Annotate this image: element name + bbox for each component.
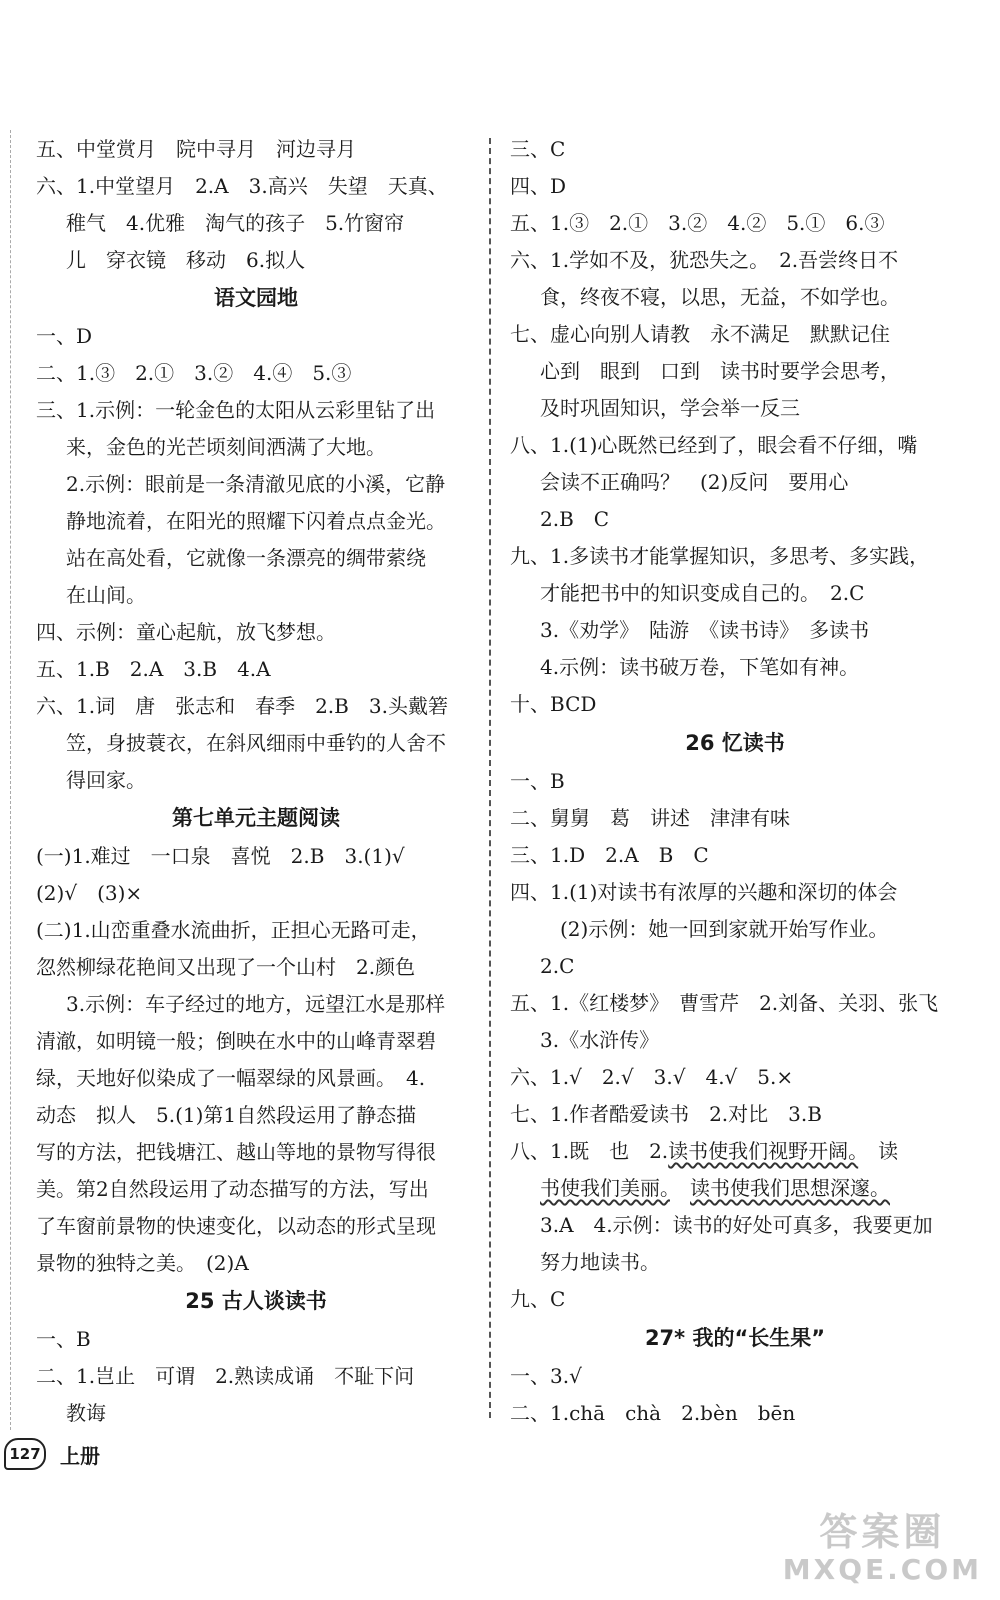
answer-line: 得回家。 <box>66 768 146 792</box>
answer-line: 及时巩固知识，学会举一反三 <box>540 396 800 420</box>
watermark-url: MXQE.COM <box>782 1553 982 1586</box>
answer-line: (2)√ (3)× <box>36 881 143 905</box>
answer-line: 3.示例：车子经过的地方，远望江水是那样 <box>66 992 446 1016</box>
answer-line: 儿 穿衣镜 移动 6.拟人 <box>66 248 306 272</box>
answer-line: 忽然柳绿花艳间又出现了一个山村 2.颜色 <box>36 955 416 979</box>
answer-line: 一、3.√ <box>510 1364 582 1388</box>
wavy-underlined-answer: 读书使我们思想深邃。 <box>690 1176 890 1200</box>
answer-line: 四、示例：童心起航，放飞梦想。 <box>36 620 336 644</box>
answer-line: (二)1.山峦重叠水流曲折，正担心无路可走， <box>36 918 431 942</box>
answer-line: 七、1.作者酷爱读书 2.对比 3.B <box>510 1102 822 1126</box>
wavy-underlined-answer: 读书使我们视野开阔。 <box>668 1139 859 1163</box>
column-divider <box>489 138 491 1418</box>
answer-line: 在山间。 <box>66 583 146 607</box>
answer-line: 五、1.③ 2.① 3.② 4.② 5.① 6.③ <box>510 211 885 235</box>
answer-text <box>670 1176 690 1200</box>
answer-line: 七、虚心向别人请教 永不满足 默默记住 <box>510 322 890 346</box>
answer-line: 九、1.多读书才能掌握知识，多思考、多实践， <box>510 544 930 568</box>
answer-line: 四、D <box>510 174 567 198</box>
answer-line: 笠，身披蓑衣，在斜风细雨中垂钓的人舍不 <box>66 731 446 755</box>
watermark-title: 答案圈 <box>819 1510 946 1554</box>
section-heading: 第七单元主题阅读 <box>172 806 340 830</box>
answer-line: 六、1.学如不及，犹恐失之。 2.吾尝终日不 <box>510 248 899 272</box>
answer-line: 一、B <box>510 769 565 793</box>
answer-line: 4.示例：读书破万卷，下笔如有神。 <box>540 655 860 679</box>
answer-line: 3.《水浒传》 <box>540 1028 660 1052</box>
answer-line: 一、D <box>36 324 93 348</box>
answer-line: 动态 拟人 5.(1)第1自然段运用了静态描 <box>36 1103 417 1127</box>
answer-line: 2.示例：眼前是一条清澈见底的小溪，它静 <box>66 472 446 496</box>
answer-line: 二、1.chā chà 2.bèn bēn <box>510 1401 796 1425</box>
answer-line: 会读不正确吗？ (2)反问 要用心 <box>540 470 849 494</box>
answer-line: 心到 眼到 口到 读书时要学会思考， <box>540 359 900 383</box>
answer-line: 一、B <box>36 1327 91 1351</box>
answer-line: 2.C <box>540 954 575 978</box>
page-footer <box>4 1434 100 1474</box>
answer-line: 六、1.中堂望月 2.A 3.高兴 失望 天真、 <box>36 174 448 198</box>
answer-line: 二、1.③ 2.① 3.② 4.④ 5.③ <box>36 361 352 385</box>
answer-line: 景物的独特之美。 (2)A <box>36 1251 249 1275</box>
answer-line: 绿，天地好似染成了一幅翠绿的风景画。 4. <box>36 1066 426 1090</box>
answer-line: 稚气 4.优雅 淘气的孩子 5.竹窗帘 <box>66 211 405 235</box>
answer-line: 2.B C <box>540 507 610 531</box>
page-number-badge: 127 <box>4 1438 46 1470</box>
section-heading: 26 忆读书 <box>685 731 785 755</box>
answer-line: (2)示例：她一回到家就开始写作业。 <box>560 917 889 941</box>
volume-label: 上册 <box>60 1443 100 1468</box>
answer-line: 八、1.(1)心既然已经到了，眼会看不仔细，嘴 <box>510 433 918 457</box>
section-heading: 27* 我的“长生果” <box>644 1326 826 1350</box>
answer-line: 教诲 <box>66 1401 106 1425</box>
answer-line: 努力地读书。 <box>540 1250 660 1274</box>
answer-line: 三、C <box>510 137 566 161</box>
answer-line: 二、舅舅 葛 讲述 津津有味 <box>510 806 790 830</box>
answer-line: 二、1.岂止 可谓 2.熟读成诵 不耻下问 <box>36 1364 415 1388</box>
answer-line: 十、BCD <box>510 692 597 716</box>
answer-line: 三、1.D 2.A B C <box>510 843 709 867</box>
answer-line: 3.A 4.示例：读书的好处可真多，我要更加 <box>540 1213 933 1237</box>
watermark <box>783 1510 982 1586</box>
answer-line <box>540 1174 890 1202</box>
answer-line: 五、1.《红楼梦》 曹雪芹 2.刘备、关羽、张飞 <box>510 991 939 1015</box>
answer-line: (一)1.难过 一口泉 喜悦 2.B 3.(1)√ <box>36 844 405 868</box>
left-margin-line <box>10 130 11 1430</box>
answer-line: 才能把书中的知识变成自己的。 2.C <box>540 581 865 605</box>
answer-line: 写的方法，把钱塘江、越山等地的景物写得很 <box>36 1140 436 1164</box>
answer-line: 四、1.(1)对读书有浓厚的兴趣和深切的体会 <box>510 880 898 904</box>
answer-line: 六、1.词 唐 张志和 春季 2.B 3.头戴箬 <box>36 694 448 718</box>
answer-line: 美。第2自然段运用了动态描写的方法，写出 <box>36 1177 429 1201</box>
answer-line: 三、1.示例：一轮金色的太阳从云彩里钻了出 <box>36 398 436 422</box>
answer-line: 五、1.B 2.A 3.B 4.A <box>36 657 271 681</box>
answer-line: 了车窗前景物的快速变化，以动态的形式呈现 <box>36 1214 436 1238</box>
answer-line: 六、1.√ 2.√ 3.√ 4.√ 5.× <box>510 1065 794 1089</box>
answer-line: 清澈，如明镜一般；倒映在水中的山峰青翠碧 <box>36 1029 436 1053</box>
section-heading: 语文园地 <box>214 286 298 310</box>
answer-text: 读 <box>858 1139 899 1163</box>
answer-line: 静地流着，在阳光的照耀下闪着点点金光。 <box>66 509 446 533</box>
answer-line: 站在高处看，它就像一条漂亮的绸带萦绕 <box>66 546 426 570</box>
answer-line: 来，金色的光芒顷刻间洒满了大地。 <box>66 435 386 459</box>
answer-text: 八、1.既 也 2. <box>510 1139 669 1163</box>
answer-line <box>510 1137 898 1165</box>
section-heading: 25 古人谈读书 <box>185 1289 327 1313</box>
wavy-underlined-answer: 书使我们美丽。 <box>540 1176 670 1200</box>
answer-line: 九、C <box>510 1287 566 1311</box>
answer-line: 食，终夜不寝，以思，无益，不如学也。 <box>540 285 900 309</box>
answer-line: 五、中堂赏月 院中寻月 河边寻月 <box>36 137 356 161</box>
answer-line: 3.《劝学》 陆游 《读书诗》 多读书 <box>540 618 870 642</box>
